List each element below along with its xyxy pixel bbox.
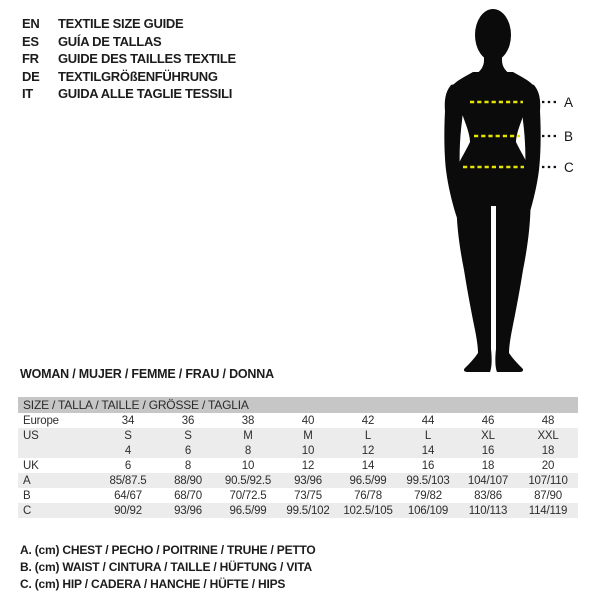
table-row-label: A: [18, 473, 98, 488]
table-cell: 96.5/99: [338, 473, 398, 488]
table-cell: 14: [361, 459, 375, 472]
silhouette-right-leg: [495, 189, 530, 372]
table-cell: 73/75: [294, 489, 322, 502]
waist-line-label: B: [564, 129, 574, 144]
table-cell: 70/72.5: [229, 489, 267, 502]
table-cell: 110/113: [458, 503, 518, 518]
table-cell: 40: [301, 414, 315, 427]
language-title: GUÍA DE TALLAS: [58, 33, 162, 49]
language-title: GUIDA ALLE TAGLIE TESSILI: [58, 86, 233, 101]
table-cell: 44: [421, 414, 435, 427]
table-cell: 34: [121, 414, 135, 427]
table-cell: XL: [458, 428, 518, 443]
language-title: GUIDE DES TAILLES TEXTILE: [58, 51, 236, 66]
table-cell: XXL: [518, 428, 578, 443]
table-cell: 90.5/92.5: [218, 473, 278, 488]
table-row-us-numeric: [18, 443, 578, 458]
table-row-hip: [18, 503, 578, 518]
table-cell: S: [98, 428, 158, 443]
table-cell: 20: [541, 459, 555, 472]
table-cell: 85/87.5: [98, 473, 158, 488]
table-cell: 12: [338, 443, 398, 458]
table-cell: 48: [541, 414, 555, 427]
table-row-uk: [18, 458, 578, 473]
language-row-fr: [22, 50, 236, 68]
table-row-europe: [18, 413, 578, 428]
table-cell: L: [338, 428, 398, 443]
language-code: IT: [22, 86, 33, 101]
table-cell: 10: [241, 459, 255, 472]
language-title: TEXTILE SIZE GUIDE: [58, 16, 184, 31]
table-cell: 88/90: [158, 473, 218, 488]
table-cell: 18: [481, 459, 495, 472]
table-header: SIZE / TALLA / TAILLE / GRÖSSE / TAGLIA: [18, 397, 578, 413]
table-row-waist: [18, 488, 578, 503]
table-cell: 10: [278, 443, 338, 458]
table-cell: 46: [481, 414, 495, 427]
table-row-label: Europe: [23, 414, 59, 427]
hip-line-label: C: [564, 160, 574, 175]
measurement-legend: [20, 542, 316, 593]
language-row-it: [22, 85, 236, 103]
language-code: FR: [22, 51, 39, 66]
table-cell: 16: [421, 459, 435, 472]
woman-silhouette-diagram: [420, 4, 590, 376]
table-header-row: [18, 397, 578, 413]
table-row-us: [18, 428, 578, 443]
language-code: DE: [22, 68, 40, 84]
table-cell: 8: [184, 459, 192, 472]
table-row-label: US: [18, 428, 98, 443]
silhouette-left-leg: [456, 189, 491, 372]
table-cell: 76/78: [354, 489, 382, 502]
table-cell: 93/96: [158, 503, 218, 518]
table-cell: 96.5/99: [218, 503, 278, 518]
table-cell: 6: [158, 443, 218, 458]
table-cell: 102.5/105: [338, 503, 398, 518]
table-cell: 6: [124, 459, 132, 472]
language-row-de: [22, 68, 236, 86]
table-cell: 64/67: [114, 489, 142, 502]
legend-hip: C. (cm) HIP / CADERA / HANCHE / HÜFTE / HIPS: [20, 577, 286, 591]
legend-chest: A. (cm) CHEST / PECHO / POITRINE / TRUHE / PETTO: [20, 543, 316, 557]
table-cell: 14: [398, 443, 458, 458]
table-cell: 114/119: [518, 503, 578, 518]
table-cell: 8: [218, 443, 278, 458]
table-row-chest: [18, 473, 578, 488]
table-cell: 93/96: [278, 473, 338, 488]
size-table: [18, 397, 578, 518]
table-cell: S: [158, 428, 218, 443]
table-row-label: C: [18, 503, 98, 518]
table-cell: 83/86: [474, 489, 502, 502]
table-cell: 90/92: [98, 503, 158, 518]
chest-line-label: A: [564, 95, 574, 110]
language-title-list: [22, 15, 236, 103]
table-cell: 87/90: [534, 489, 562, 502]
table-row-label: B: [23, 489, 31, 502]
language-code: EN: [22, 16, 40, 31]
table-cell: 42: [361, 414, 375, 427]
table-cell: 106/109: [398, 503, 458, 518]
table-cell: 99.5/103: [398, 473, 458, 488]
table-cell: L: [398, 428, 458, 443]
table-cell: 12: [301, 459, 315, 472]
category-title: WOMAN / MUJER / FEMME / FRAU / DONNA: [20, 367, 274, 381]
legend-waist: B. (cm) WAIST / CINTURA / TAILLE / HÜFTUNG / VITA: [20, 560, 312, 574]
language-code: ES: [22, 33, 39, 49]
language-title: TEXTILGRÖßENFÜHRUNG: [58, 68, 218, 84]
table-row-label: UK: [23, 459, 39, 472]
table-row-label: [18, 443, 98, 458]
language-row-es: [22, 33, 236, 51]
table-cell: 104/107: [458, 473, 518, 488]
table-cell: 107/110: [518, 473, 578, 488]
table-cell: 18: [518, 443, 578, 458]
table-cell: 68/70: [174, 489, 202, 502]
table-cell: 4: [98, 443, 158, 458]
table-cell: 38: [241, 414, 255, 427]
language-row-en: [22, 15, 236, 33]
table-cell: M: [278, 428, 338, 443]
table-cell: 99.5/102: [278, 503, 338, 518]
table-cell: 16: [458, 443, 518, 458]
table-cell: 36: [181, 414, 195, 427]
table-cell: 79/82: [414, 489, 442, 502]
table-cell: M: [218, 428, 278, 443]
